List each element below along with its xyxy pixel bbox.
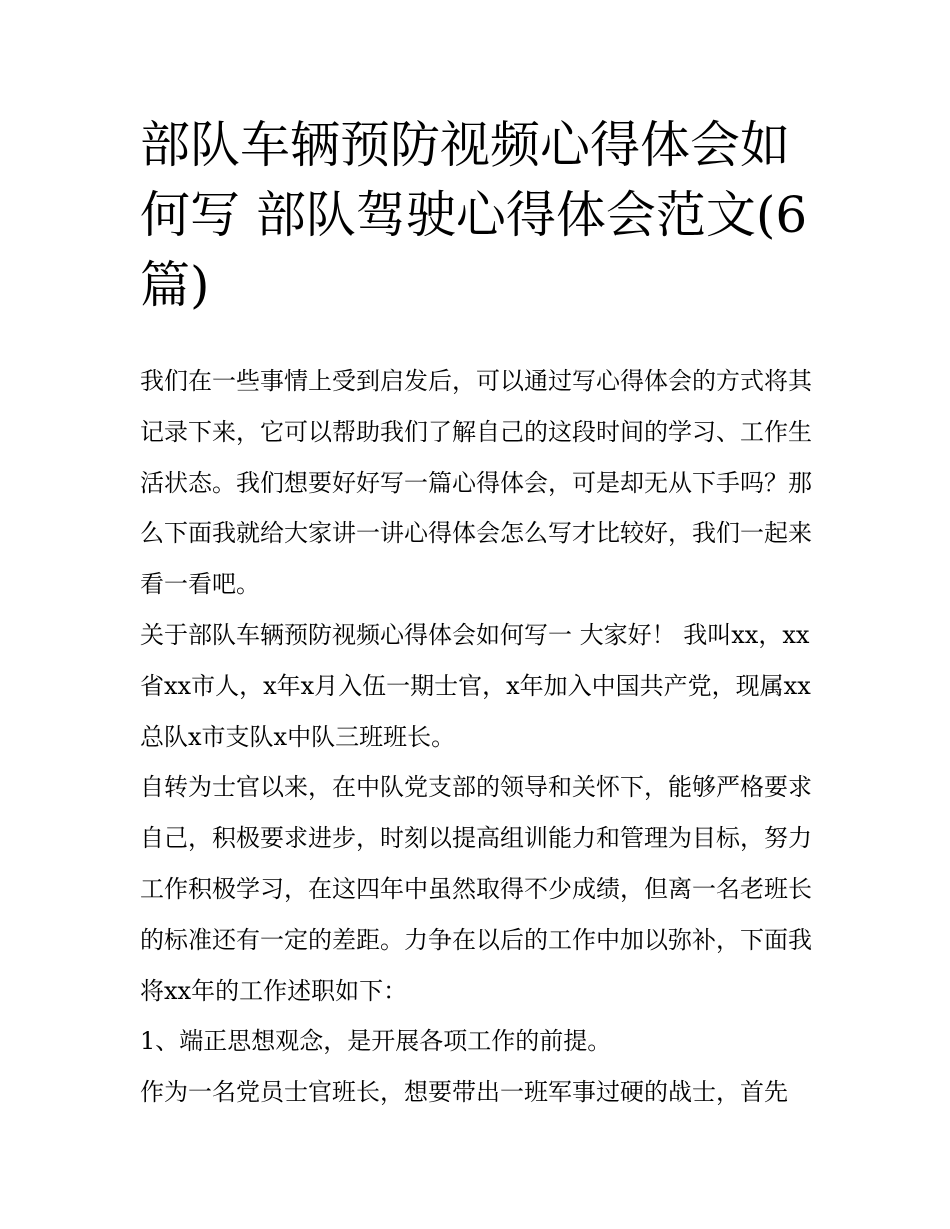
paragraph: 作为一名党员士官班长，想要带出一班军事过硬的战士，首先 (140, 1078, 788, 1107)
paragraph: 我们在一些事情上受到启发后，可以通过写心得体会的方式将其记录下来，它可以帮助我们了解自己的这段时间的学习、工作生活状态。我们想要好好写一篇心得体会，可是却无从下手吗？那么下面我就给大家讲一讲心得体会怎么写才比较好，我们一起来看一看吧。 (140, 367, 812, 599)
paragraph: 自转为士官以来，在中队党支部的领导和关怀下，能够严格要求自己，积极要求进步，时刻以提高组训能力和管理为目标，努力工作积极学习，在这四年中虽然取得不少成绩，但离一名老班长的标准还有一定的差距。力争在以后的工作中加以弥补，下面我将xx年的工作述职如下： (140, 773, 812, 1005)
paragraph: 关于部队车辆预防视频心得体会如何写一 大家好！ 我叫xx，xx省xx市人，x年x月入伍一期士官，x年加入中国共产党，现属xx总队x市支队x中队三班班长。 (140, 620, 811, 751)
paragraph: 1、端正思想观念，是开展各项工作的前提。 (140, 1027, 612, 1056)
document-body (140, 356, 820, 1118)
document-title: 部队车辆预防视频心得体会如何写 部队驾驶心得体会范文(6篇) (140, 116, 808, 314)
